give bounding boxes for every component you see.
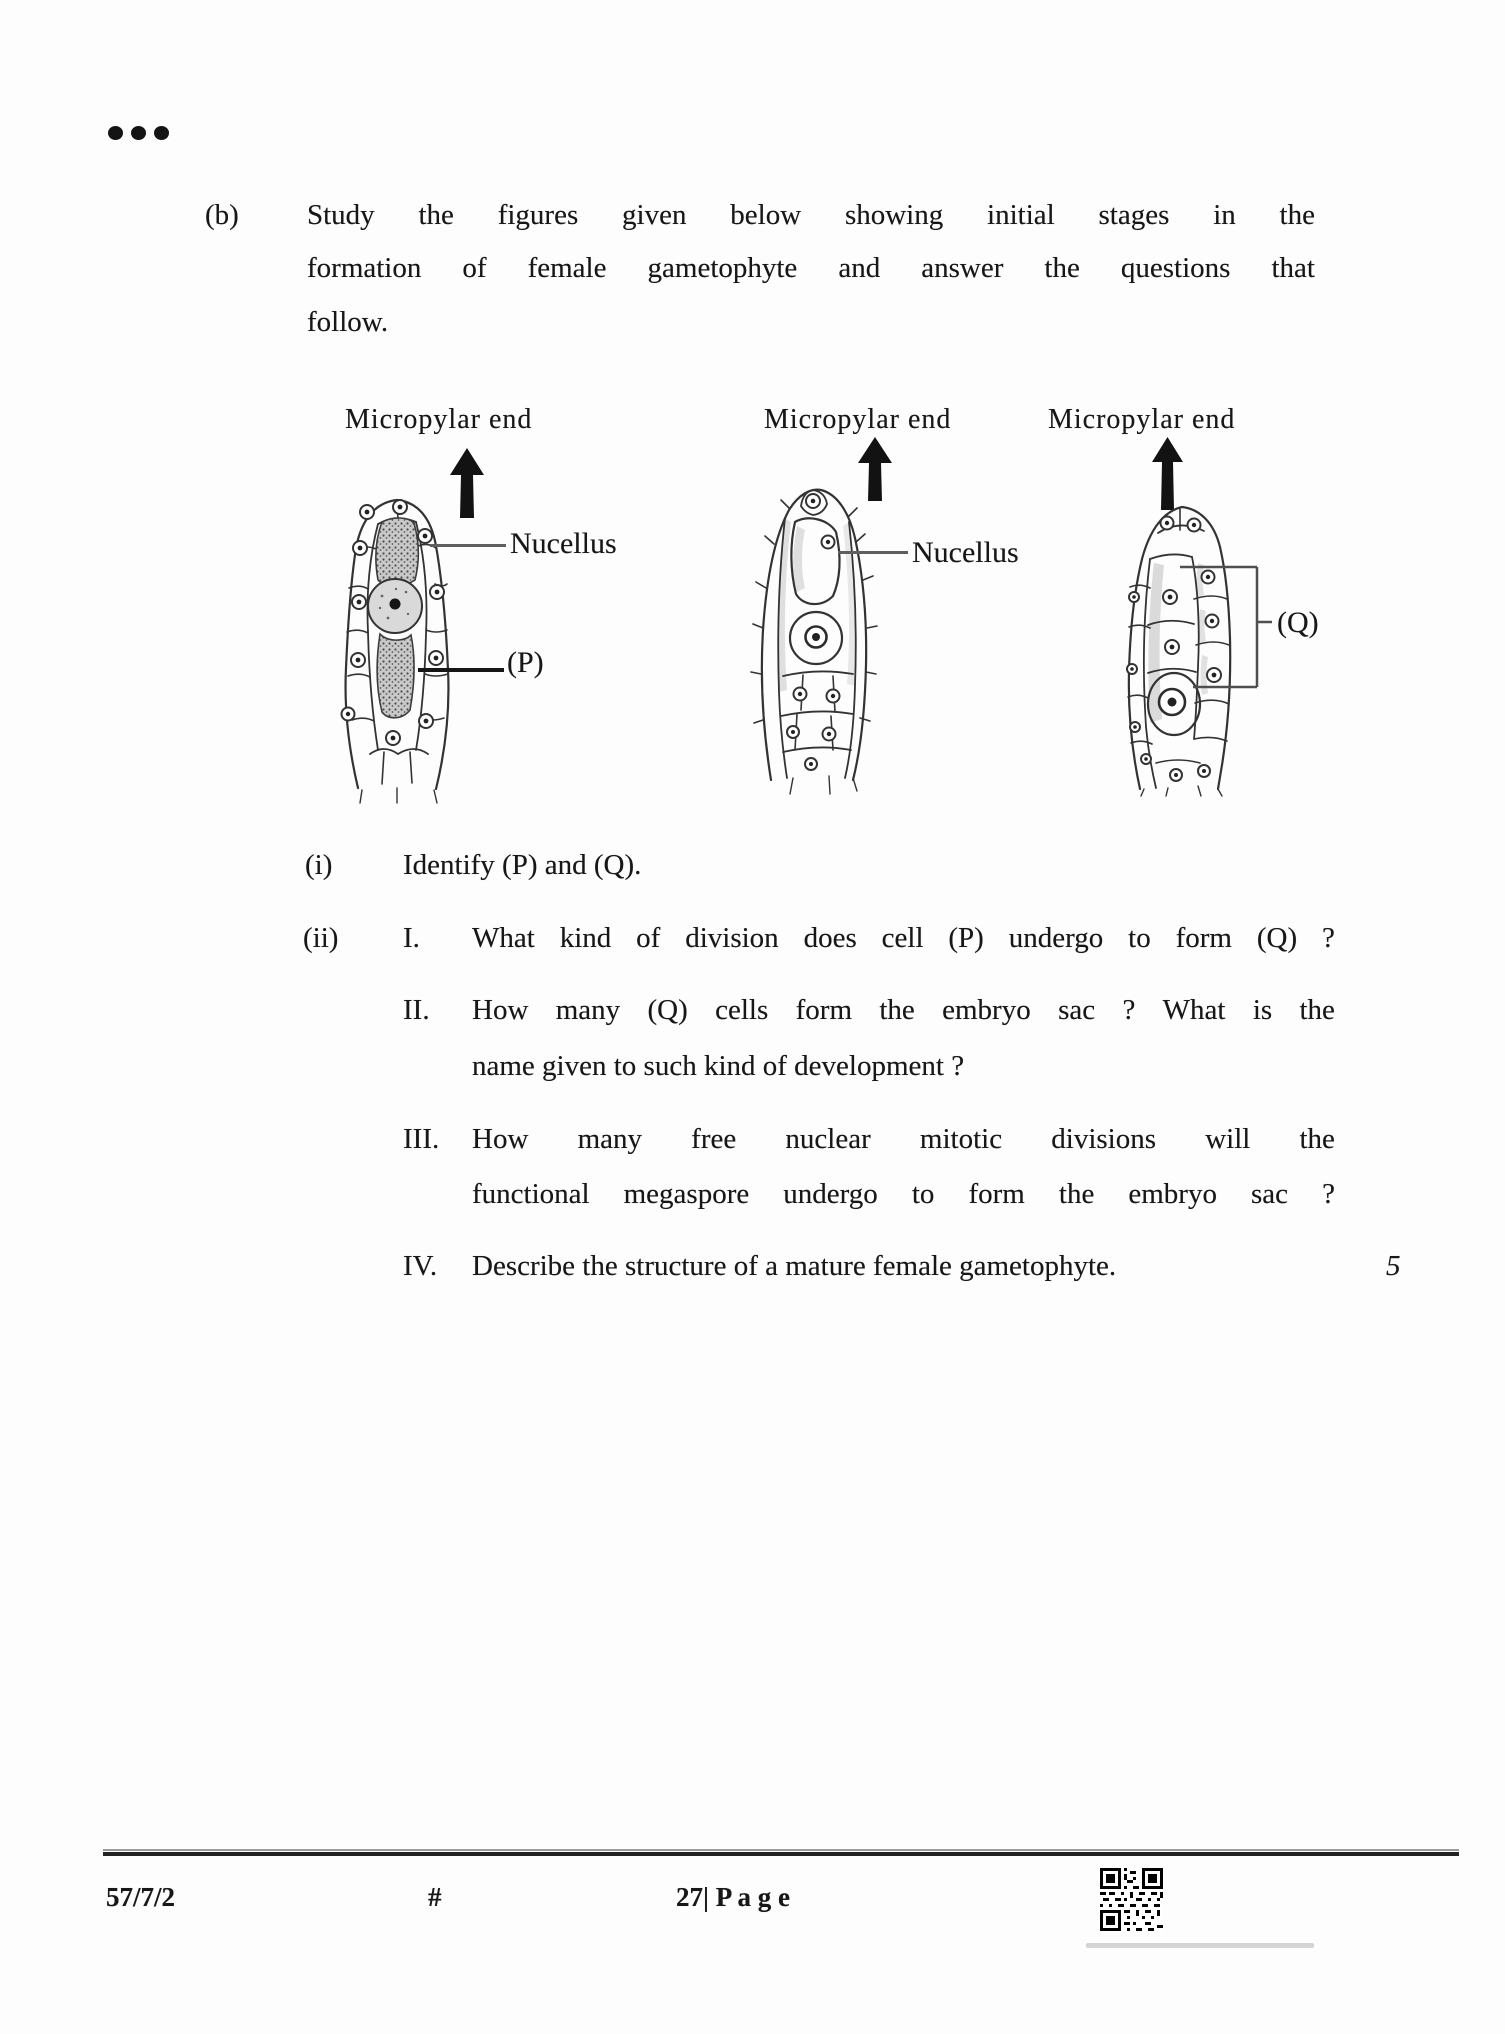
nucellus-leader-line bbox=[838, 551, 908, 554]
corner-dots bbox=[108, 126, 177, 145]
figure2-micropylar-label: Micropylar end bbox=[764, 404, 952, 435]
dot-icon bbox=[108, 126, 123, 140]
item-II-line1: How many (Q) cells form the embryo sac ? What is the bbox=[472, 994, 1335, 1026]
marks-badge: 5 bbox=[1386, 1250, 1401, 1282]
question-b-label: (b) bbox=[205, 199, 239, 231]
subq-ii-label: (ii) bbox=[303, 922, 339, 954]
p-leader-line bbox=[418, 668, 504, 672]
dot-icon bbox=[131, 126, 146, 140]
item-IV-numeral: IV. bbox=[403, 1250, 438, 1282]
figure3-micropylar-label: Micropylar end bbox=[1048, 404, 1236, 435]
question-b-line3: follow. bbox=[307, 306, 389, 338]
dot-icon bbox=[154, 126, 169, 140]
subq-i-label: (i) bbox=[305, 849, 333, 881]
figure2-nucellus-label: Nucellus bbox=[912, 536, 1019, 569]
item-III-numeral: III. bbox=[403, 1123, 440, 1155]
item-IV-line1: Describe the structure of a mature female gametophyte. bbox=[472, 1250, 1117, 1282]
item-I-line1: What kind of division does cell (P) undergo to form (Q) ? bbox=[472, 922, 1335, 954]
footer-rule bbox=[103, 1849, 1459, 1856]
footer-hash-mark: # bbox=[428, 1882, 442, 1912]
item-III-line1: How many free nuclear mitotic divisions will the bbox=[472, 1123, 1335, 1155]
footer-page-number: 27| P a g e bbox=[676, 1882, 790, 1912]
scan-smudge bbox=[1086, 1943, 1314, 1948]
question-b-line2: formation of female gametophyte and answer the questions that bbox=[307, 252, 1315, 284]
figure1-nucellus-label: Nucellus bbox=[510, 527, 617, 560]
qr-code-icon bbox=[1100, 1868, 1163, 1931]
q-callout-label: (Q) bbox=[1277, 606, 1319, 639]
item-II-line2: name given to such kind of development ? bbox=[472, 1050, 965, 1082]
footer-paper-code: 57/7/2 bbox=[106, 1882, 176, 1912]
subq-i-text: Identify (P) and (Q). bbox=[403, 849, 642, 881]
item-III-line2: functional megaspore undergo to form the embryo sac ? bbox=[472, 1178, 1335, 1210]
figure1-micropylar-label: Micropylar end bbox=[345, 404, 533, 435]
item-II-numeral: II. bbox=[403, 994, 430, 1026]
q-bracket bbox=[1178, 565, 1276, 691]
item-I-numeral: I. bbox=[403, 922, 420, 954]
figure-2-ovule-drawing bbox=[733, 480, 905, 798]
question-b-line1: Study the figures given below showing initial stages in the bbox=[307, 199, 1315, 231]
p-callout-label: (P) bbox=[507, 646, 544, 679]
nucellus-leader-line bbox=[430, 544, 506, 547]
figure-1-ovule-drawing bbox=[322, 492, 472, 804]
